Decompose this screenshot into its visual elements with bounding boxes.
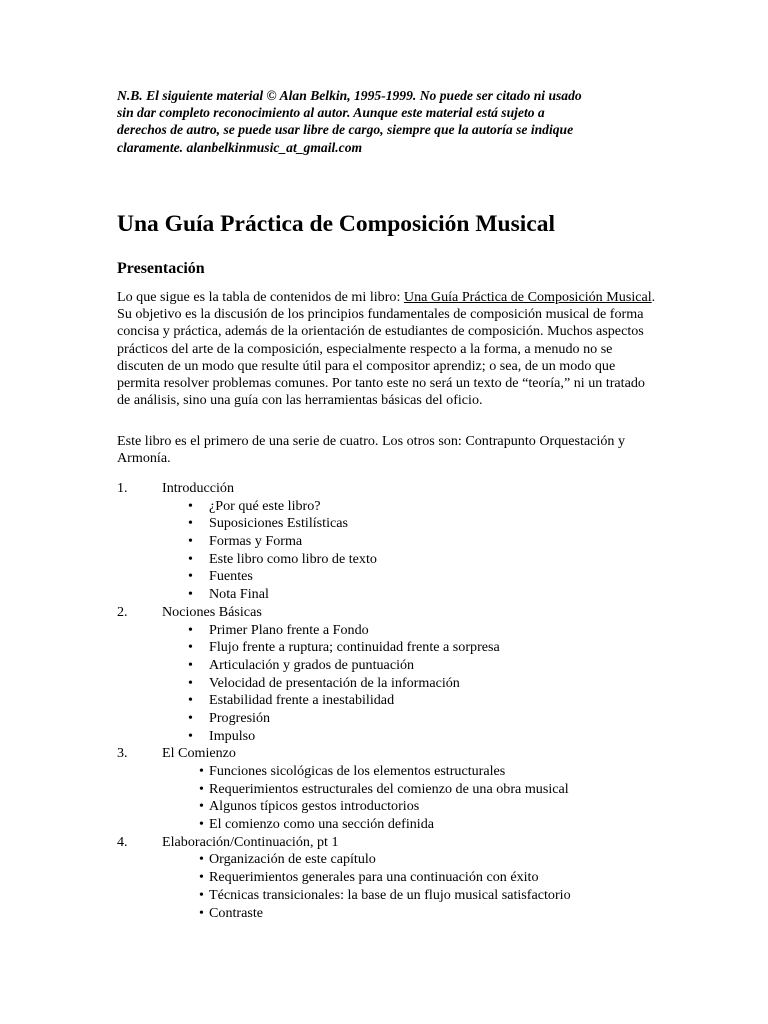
notice-line: claramente. alanbelkinmusic_at_gmail.com: [117, 139, 363, 155]
list-item-text: Velocidad de presentación de la información: [209, 674, 460, 691]
chapter-number: 1.: [117, 480, 128, 496]
list-item-text: Suposiciones Estilísticas: [209, 515, 348, 532]
list-item: [117, 851, 665, 869]
bullet-icon: •: [188, 533, 193, 550]
bullet-icon: •: [188, 674, 193, 691]
list-item-text: Flujo frente a ruptura; continuidad frente a sorpresa: [209, 639, 500, 656]
list-item: [117, 869, 665, 887]
chapter-number: 4.: [117, 833, 128, 850]
list-item-text: El comienzo como una sección definida: [209, 816, 435, 833]
list-item-text: Algunos típicos gestos introductorios: [209, 798, 420, 815]
notice-line: N.B. El siguiente material © Alan Belkin, 1995-1999. No puede ser citado ni usado: [117, 88, 582, 103]
list-item: [117, 551, 665, 569]
notice-line: sin dar completo reconocimiento al autor. Aunque este material está sujeto a: [117, 105, 545, 121]
list-item: [117, 887, 665, 905]
bullet-icon: •: [199, 763, 204, 779]
list-item-text: ¿Por qué este libro?: [209, 497, 321, 514]
bullet-icon: •: [199, 869, 204, 886]
bullet-icon: •: [188, 515, 193, 532]
list-item: [117, 533, 665, 551]
bullet-icon: •: [199, 798, 204, 815]
list-item-text: Contraste: [209, 904, 264, 921]
bullet-icon: •: [199, 886, 204, 903]
chapter-row: [117, 480, 665, 498]
book-title-link[interactable]: Una Guía Práctica de Composición Musical: [403, 289, 652, 305]
chapter-title: Nociones Básicas: [162, 603, 262, 620]
bullet-icon: •: [188, 656, 193, 673]
list-item: [117, 798, 665, 816]
list-item: [117, 692, 665, 710]
bullet-icon: •: [188, 550, 193, 567]
bullet-icon: •: [188, 586, 193, 603]
document-page: [117, 87, 665, 921]
bullet-icon: •: [199, 816, 204, 833]
list-item-text: Formas y Forma: [209, 533, 303, 550]
list-item: [117, 498, 665, 516]
list-item: [117, 586, 665, 604]
bullet-icon: •: [188, 568, 193, 585]
list-item: [117, 905, 665, 923]
list-item-text: Organización de este capítulo: [209, 851, 376, 868]
list-item-text: Requerimientos estructurales del comienzo de una obra musical: [209, 780, 569, 797]
list-item-text: Primer Plano frente a Fondo: [209, 621, 369, 638]
bullet-icon: •: [188, 497, 193, 514]
list-item: [117, 675, 665, 693]
series-paragraph: Este libro es el primero de una serie de cuatro. Los otros son: Contrapunto Orquestación y Armonía.: [117, 433, 626, 467]
chapter-row: [117, 745, 665, 763]
bullet-icon: •: [199, 851, 204, 868]
bullet-icon: •: [188, 727, 193, 744]
copyright-notice: [117, 87, 665, 156]
document-title: Una Guía Práctica de Composición Musical: [117, 211, 555, 237]
list-item-text: Requerimientos generales para una continuación con éxito: [209, 869, 539, 886]
bullet-icon: •: [188, 639, 193, 656]
bullet-icon: •: [188, 709, 193, 726]
list-item: [117, 639, 665, 657]
list-item-text: Estabilidad frente a inestabilidad: [209, 692, 395, 709]
notice-line: derechos de autro, se puede usar libre de cargo, siempre que la autoría se indique: [117, 122, 574, 138]
list-item-text: Fuentes: [209, 568, 253, 585]
list-item: [117, 763, 665, 781]
list-item: [117, 657, 665, 675]
bullet-icon: •: [188, 692, 193, 709]
list-item: [117, 781, 665, 799]
table-of-contents: [117, 480, 665, 922]
list-item-text: Progresión: [209, 709, 271, 726]
list-item-text: Funciones sicológicas de los elementos estructurales: [209, 763, 506, 779]
chapter-title: Introducción: [162, 480, 235, 496]
chapter-number: 3.: [117, 745, 128, 762]
chapter-title: El Comienzo: [162, 745, 236, 762]
list-item-text: Articulación y grados de puntuación: [209, 656, 415, 673]
bullet-icon: •: [199, 904, 204, 921]
intro-text-start: Lo que sigue es la tabla de contenidos de mi libro:: [117, 289, 404, 305]
bullet-icon: •: [199, 780, 204, 797]
list-item: [117, 816, 665, 834]
list-item-text: Impulso: [209, 727, 256, 744]
chapter-row: [117, 834, 665, 852]
list-item: [117, 622, 665, 640]
list-item-text: Este libro como libro de texto: [209, 550, 377, 567]
bullet-icon: •: [188, 621, 193, 638]
list-item: [117, 568, 665, 586]
list-item: [117, 515, 665, 533]
chapter-title: Elaboración/Continuación, pt 1: [162, 833, 339, 850]
list-item: [117, 728, 665, 746]
intro-text-end: . Su objetivo es la discusión de los principios fundamentales de composición musical de forma concisa y práctica, además de la orientación de estudiantes de composición. Muchos aspectos prácticos del arte de la composición, especialmente respecto a la forma, a menudo no se discuten de un modo que resulte útil para el compositor aprendiz; o sea, de un modo que permita resolver problemas comunes. Por tanto este no será un texto de “teoría,” ni un tratado de análisis, sino una guía con las herramientas básicas del oficio.: [117, 289, 656, 409]
chapter-row: [117, 604, 665, 622]
intro-paragraph: [117, 289, 659, 409]
chapter-number: 2.: [117, 603, 128, 620]
list-item: [117, 710, 665, 728]
section-heading: Presentación: [117, 260, 205, 277]
list-item-text: Técnicas transicionales: la base de un flujo musical satisfactorio: [209, 886, 571, 903]
list-item-text: Nota Final: [209, 586, 269, 603]
